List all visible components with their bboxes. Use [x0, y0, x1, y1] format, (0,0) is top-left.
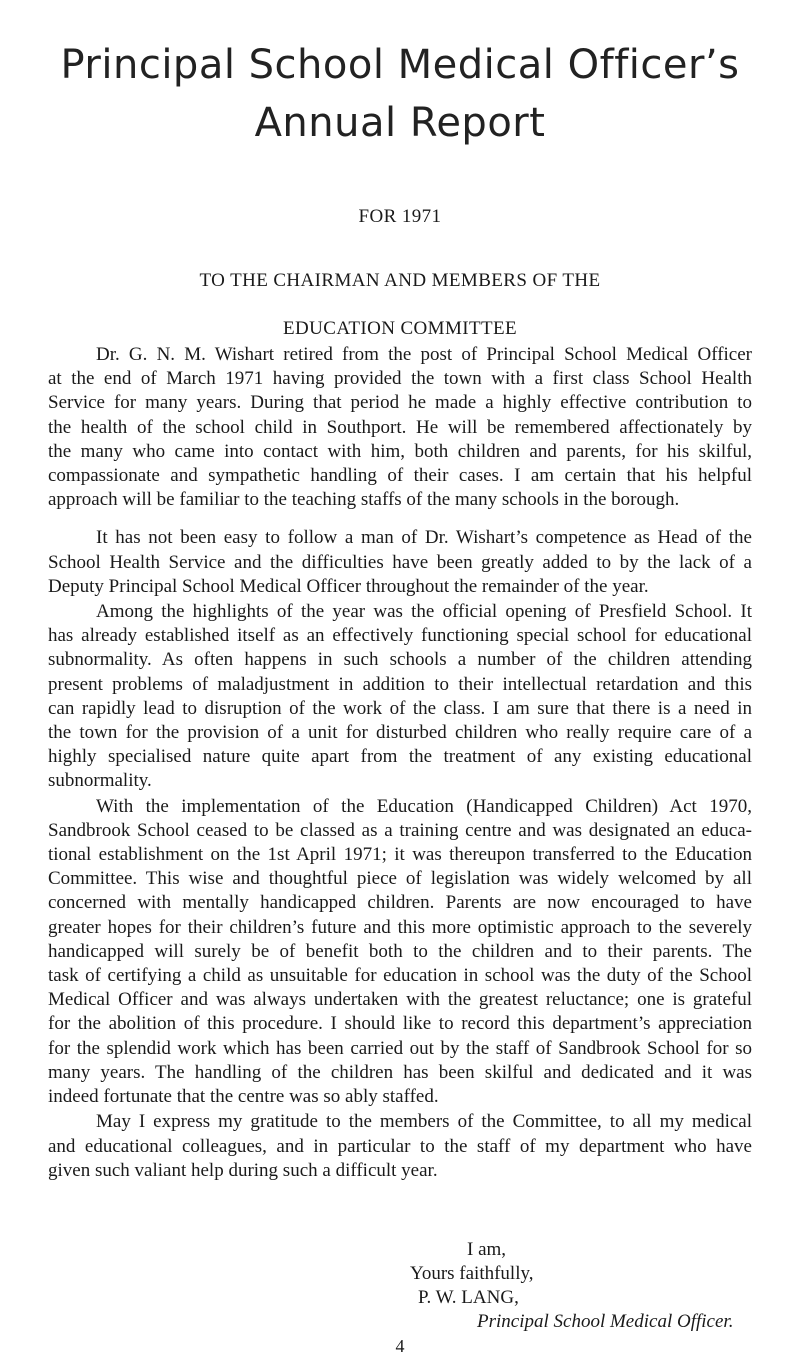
paragraph-line: It has not been easy to follow a man of Dr. Wishart’s competence as Head of the: [96, 527, 752, 549]
paragraph-line: May I express my gratitude to the members of the Committee, to all my medical: [96, 1111, 752, 1133]
paragraph: [48, 1110, 752, 1183]
paragraph-line: School Health Service and the difficulties have been greatly added to by the lack of a: [48, 551, 752, 573]
report-title-line-1: Principal School Medical Officer’s: [60, 42, 740, 88]
paragraph-line: for the abolition of this procedure. I should like to record this department’s appreciation: [48, 1013, 752, 1035]
page-number: 4: [395, 1336, 405, 1356]
paragraph: [48, 526, 752, 599]
paragraph-line: Dr. G. N. M. Wishart retired from the post of Principal School Medical Officer: [96, 344, 752, 365]
paragraph-line: approach will be familiar to the teaching staffs of the many schools in the borough.: [48, 489, 680, 511]
paragraph-line: Among the highlights of the year was the official opening of Presfield School. It: [96, 601, 752, 623]
paragraph-line: task of certifying a child as unsuitable for education in school was the duty of the School: [48, 965, 752, 987]
paragraph-line: compassionate and sympathetic handling of their cases. I am certain that his helpful: [48, 465, 752, 487]
paragraph-line: Sandbrook School ceased to be classed as a training centre and was designated an educa-: [48, 819, 752, 841]
paragraph-line: highly specialised nature quite apart from the treatment of any existing educational: [48, 746, 752, 768]
report-year: FOR 1971: [358, 206, 442, 227]
paragraph: [48, 600, 752, 794]
paragraph-line: greater hopes for their children’s future and this more optimistic approach to the severely: [48, 916, 752, 938]
signatory-name: P. W. LANG,: [418, 1287, 519, 1308]
paragraph-line: at the end of March 1971 having provided the town with a first class School Health: [48, 368, 752, 390]
paragraph-line: given such valiant help during such a difficult year.: [48, 1159, 438, 1181]
paragraph-line: present problems of maladjustment in addition to their intellectual retardation and this: [48, 673, 752, 695]
paragraph-line: has already established itself as an effectively functioning special school for educational: [48, 625, 752, 647]
paragraph-line: for the splendid work which has been carried out by the staff of Sandbrook School for so: [48, 1037, 752, 1059]
signature-block: [0, 1238, 800, 1334]
paragraph-line: With the implementation of the Education (Handicapped Children) Act 1970,: [96, 795, 752, 817]
paragraph-line: and educational colleagues, and in particular to the staff of my department who have: [48, 1135, 752, 1157]
addressee-line-1: TO THE CHAIRMAN AND MEMBERS OF THE: [199, 270, 601, 291]
report-title-line-2: Annual Report: [254, 100, 546, 146]
paragraph: [48, 343, 752, 512]
paragraph-line: tional establishment on the 1st April 1971; it was thereupon transferred to the Education: [48, 844, 752, 866]
paragraph-line: subnormality. As often happens in such schools a number of the children attending: [48, 649, 752, 671]
paragraph-line: indeed fortunate that the centre was so ably staffed.: [48, 1086, 439, 1108]
letter-body: [48, 343, 752, 1183]
paragraph-line: the health of the school child in Southport. He will be remembered affectionately by: [48, 416, 752, 438]
paragraph-line: Deputy Principal School Medical Officer throughout the remainder of the year.: [48, 575, 649, 597]
closing-i-am: I am,: [467, 1239, 507, 1260]
addressee-line-2: EDUCATION COMMITTEE: [283, 318, 517, 339]
paragraph-line: Service for many years. During that period he made a highly effective contribution to: [48, 392, 752, 414]
paragraph-line: Medical Officer and was always undertaken with the greatest reluctance; one is grateful: [48, 989, 752, 1011]
paragraph-line: concerned with mentally handicapped children. Parents are now encouraged to have: [48, 892, 752, 914]
paragraph-line: the many who came into contact with him, both children and parents, for his skilful,: [48, 440, 752, 462]
paragraph-line: many years. The handling of the children has been skilful and dedicated and it was: [48, 1061, 752, 1083]
paragraph-line: Committee. This wise and thoughtful piece of legislation was widely welcomed by all: [48, 868, 752, 890]
paragraph-line: handicapped will surely be of benefit both to the children and to their parents. The: [48, 940, 752, 962]
signatory-position: Principal School Medical Officer.: [477, 1311, 734, 1332]
paragraph: [48, 795, 752, 1110]
paragraph-line: the town for the provision of a unit for disturbed children who really require care of a: [48, 722, 752, 744]
closing-yours-faithfully: Yours faithfully,: [410, 1263, 534, 1284]
paragraph-line: can rapidly lead to disruption of the work of the class. I am sure that there is a need in: [48, 697, 752, 719]
paragraph-line: subnormality.: [48, 770, 152, 792]
